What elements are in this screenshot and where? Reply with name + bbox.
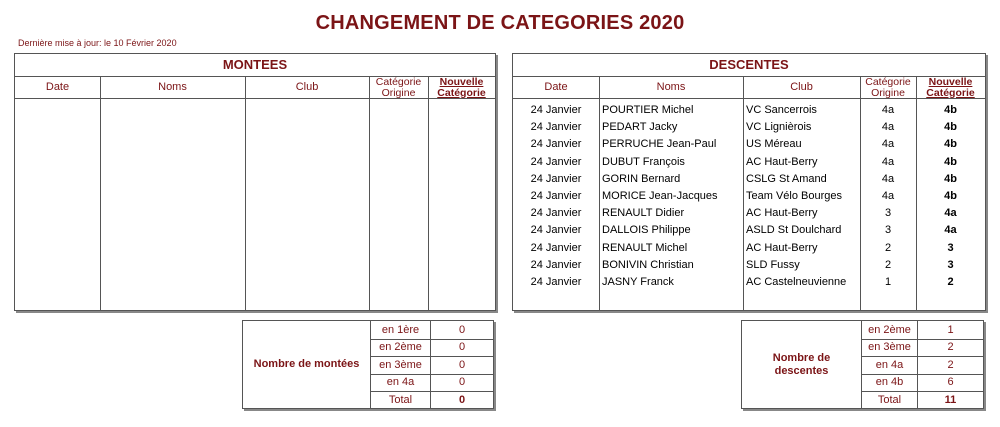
col-club: Club: [790, 81, 813, 93]
summary-total-value: 11: [944, 394, 957, 406]
row-date: 24 Janvier: [530, 138, 582, 151]
summary-row-value: 2: [947, 341, 954, 353]
col-cat-line2: Origine: [381, 86, 416, 99]
summary-row-value: 0: [458, 324, 466, 336]
descentes-summary: [741, 320, 984, 409]
row-club: ASLD St Doulchard: [746, 224, 842, 237]
row-club: VC Lignièrois: [746, 121, 812, 134]
montees-summary: [242, 320, 494, 409]
table-row: [513, 257, 985, 274]
row-new: 2: [947, 275, 954, 288]
descentes-summary-label: [742, 352, 861, 378]
row-date: 24 Janvier: [530, 172, 582, 185]
col-new-line2: Catégorie: [926, 86, 975, 99]
row-date: 24 Janvier: [530, 275, 582, 288]
row-new: 3: [947, 241, 954, 254]
col-cat-line1: Catégorie: [865, 76, 911, 88]
row-orig: 4a: [881, 138, 895, 151]
row-club: VC Sancerrois: [746, 104, 817, 116]
col-new-line1: Nouvelle: [439, 76, 484, 88]
summary-row-label: en 4a: [875, 359, 904, 371]
table-row: [513, 274, 985, 291]
summary-row: [371, 373, 493, 392]
row-date: 24 Janvier: [530, 241, 582, 254]
descentes-column-headers: [513, 77, 985, 99]
row-orig: 4a: [881, 189, 895, 202]
row-new: 4b: [944, 104, 957, 116]
summary-row-label: en 3ème: [868, 341, 911, 353]
descentes-header: DESCENTES: [513, 54, 985, 77]
table-row: [513, 222, 985, 239]
row-date: 24 Janvier: [530, 224, 582, 237]
row-new: 4b: [944, 189, 957, 202]
row-nom: RENAULT Michel: [602, 241, 688, 254]
row-orig: 3: [884, 224, 892, 237]
summary-row-label: en 3ème: [379, 359, 422, 371]
col-categorie-origine: [860, 77, 916, 98]
montees-summary-label: Nombre de montées: [253, 358, 360, 370]
table-row: [513, 240, 985, 257]
row-club: Team Vélo Bourges: [746, 189, 842, 202]
row-date: 24 Janvier: [530, 258, 582, 271]
summary-total-label: Total: [877, 394, 902, 406]
table-row: [513, 188, 985, 205]
row-new: 4b: [944, 155, 957, 168]
table-row: [513, 171, 985, 188]
descentes-label-line1: Nombre de: [772, 352, 831, 364]
montees-header: MONTEES: [15, 54, 495, 77]
row-club: SLD Fussy: [746, 258, 800, 271]
descentes-label-line2: descentes: [774, 365, 829, 377]
row-orig: 4a: [881, 121, 895, 134]
row-orig: 4a: [881, 104, 895, 116]
row-new: 4b: [944, 172, 957, 185]
row-orig: 2: [884, 258, 892, 271]
row-club: AC Castelneuvienne: [746, 275, 847, 288]
summary-row-value: 0: [458, 359, 466, 371]
row-nom: DALLOIS Philippe: [602, 224, 691, 237]
row-nom: BONIVIN Christian: [602, 258, 694, 271]
row-club: US Méreau: [746, 138, 802, 151]
montees-table: [14, 53, 496, 311]
summary-row-label: en 1ère: [381, 324, 420, 336]
summary-row: [371, 338, 493, 357]
summary-row-label: en 4b: [875, 376, 904, 388]
summary-row-value: 0: [458, 376, 466, 388]
row-orig: 2: [884, 241, 892, 254]
summary-row-label: en 2ème: [868, 324, 911, 336]
descentes-table: [512, 53, 986, 311]
row-nom: MORICE Jean-Jacques: [602, 189, 718, 202]
table-row: [513, 205, 985, 222]
row-new: 3: [947, 258, 954, 271]
last-update: Dernière mise à jour: le 10 Février 2020: [18, 38, 177, 48]
summary-row-label: en 2ème: [379, 341, 422, 353]
summary-row-value: 0: [458, 341, 466, 353]
summary-row-value: 6: [947, 376, 954, 388]
table-row: [513, 136, 985, 153]
row-date: 24 Janvier: [530, 155, 582, 168]
row-club: AC Haut-Berry: [746, 207, 818, 220]
page-title: CHANGEMENT DE CATEGORIES 2020: [315, 12, 685, 34]
row-date: 24 Janvier: [530, 207, 582, 220]
summary-row: [862, 373, 983, 392]
table-row: [513, 119, 985, 136]
row-nom: DUBUT François: [602, 155, 685, 168]
row-new: 4b: [944, 121, 957, 134]
row-nom: JASNY Franck: [602, 275, 674, 288]
row-nom: RENAULT Didier: [602, 207, 685, 220]
col-new-line2: Catégorie: [437, 86, 486, 99]
row-orig: 1: [884, 275, 892, 288]
row-orig: 4a: [881, 155, 895, 168]
row-club: AC Haut-Berry: [746, 241, 818, 254]
row-date: 24 Janvier: [530, 189, 582, 202]
summary-row-value: 1: [947, 324, 954, 336]
summary-total-row: [371, 391, 493, 409]
row-orig: 4a: [881, 172, 895, 185]
row-new: 4a: [944, 224, 957, 237]
row-orig: 3: [884, 207, 892, 220]
summary-total-value: 0: [458, 394, 466, 406]
col-cat-line2: Origine: [871, 86, 905, 99]
row-new: 4b: [944, 138, 957, 151]
row-nom: POURTIER Michel: [602, 104, 694, 116]
table-row: [513, 154, 985, 171]
row-new: 4a: [944, 207, 957, 220]
col-cat-line1: Catégorie: [375, 76, 422, 88]
col-date: Date: [45, 81, 70, 93]
descentes-rows: [513, 102, 985, 291]
summary-total-label: Total: [388, 394, 413, 406]
summary-row-label: en 4a: [386, 376, 415, 388]
row-date: 24 Janvier: [530, 121, 582, 134]
row-club: CSLG St Amand: [746, 172, 827, 185]
summary-row-value: 2: [947, 359, 954, 371]
table-row: [513, 102, 985, 119]
row-nom: GORIN Bernard: [602, 172, 681, 185]
col-date: Date: [544, 81, 568, 93]
montees-column-headers: [15, 77, 495, 99]
summary-row: [862, 338, 983, 357]
col-nouvelle-categorie: [916, 77, 985, 98]
col-nouvelle-categorie: [428, 77, 495, 98]
col-noms: Noms: [158, 81, 187, 93]
col-noms: Noms: [656, 81, 686, 93]
row-date: 24 Janvier: [530, 104, 582, 116]
summary-total-row: [862, 391, 983, 409]
col-categorie-origine: [369, 77, 428, 98]
row-club: AC Haut-Berry: [746, 155, 818, 168]
col-club: Club: [295, 81, 319, 93]
row-nom: PEDART Jacky: [602, 121, 678, 134]
col-new-line1: Nouvelle: [928, 76, 973, 88]
row-nom: PERRUCHE Jean-Paul: [602, 138, 717, 151]
